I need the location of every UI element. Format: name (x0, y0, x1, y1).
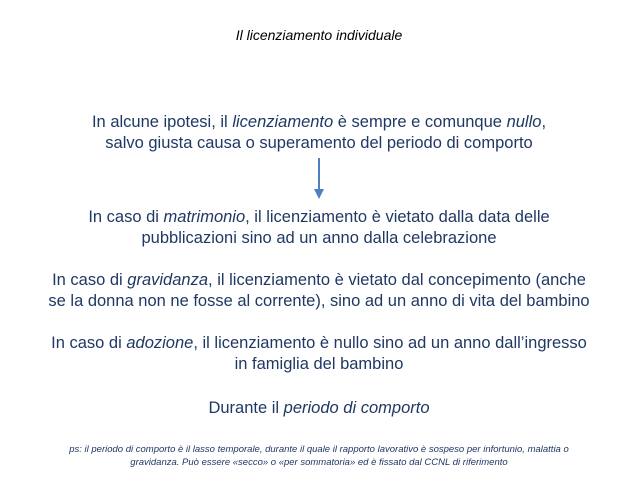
text-span: , (541, 113, 547, 131)
text-span: In alcune ipotesi, il (91, 113, 233, 131)
footnote-line: ps: il periodo di comporto è il lasso temporale, durante il quale il rapporto lavorativo è sospeso per infortunio, malattia o (69, 444, 569, 455)
emphasis-matrimonio: matrimonio (163, 208, 246, 226)
paragraph-marriage (0, 207, 638, 249)
text-span: Durante il (208, 399, 284, 417)
paragraph-adoption (0, 333, 638, 375)
paragraph-comporto (0, 398, 638, 419)
text-span: In caso di (52, 271, 128, 289)
paragraph-line (0, 112, 638, 133)
emphasis-licenziamento: licenziamento (232, 113, 334, 131)
text-span: , il licenziamento è vietato dal concepimento (anche (208, 271, 586, 289)
text-span: , il licenziamento è vietato dalla data delle (245, 208, 550, 226)
emphasis-gravidanza: gravidanza (127, 271, 209, 289)
paragraph-line (0, 270, 638, 291)
text-span: è sempre e comunque (333, 113, 507, 131)
paragraph-line: in famiglia del bambino (234, 355, 404, 373)
paragraph-line (0, 333, 638, 354)
emphasis-nullo: nullo (506, 113, 542, 131)
text-span: In caso di (51, 334, 127, 352)
paragraph-nullity (0, 112, 638, 154)
paragraph-line: pubblicazioni sino ad un anno dalla celebrazione (141, 229, 497, 247)
footnote (0, 443, 638, 469)
emphasis-adozione: adozione (126, 334, 194, 352)
emphasis-periodo-di-comporto: periodo di comporto (283, 399, 430, 417)
paragraph-line (0, 207, 638, 228)
footnote-line: gravidanza. Può essere «secco» o «per sommatoria» ed è fissato dal CCNL di riferimento (130, 457, 508, 468)
text-span: , il licenziamento è nullo sino ad un anno dall’ingresso (193, 334, 587, 352)
paragraph-line: se la donna non ne fosse al corrente), sino ad un anno di vita del bambino (48, 292, 590, 310)
text-span: In caso di (88, 208, 164, 226)
paragraph-line: salvo giusta causa o superamento del periodo di comporto (105, 134, 533, 152)
arrow-down-icon (312, 158, 326, 200)
paragraph-line (0, 398, 638, 419)
paragraph-pregnancy (0, 270, 638, 312)
page-title: Il licenziamento individuale (235, 27, 403, 43)
